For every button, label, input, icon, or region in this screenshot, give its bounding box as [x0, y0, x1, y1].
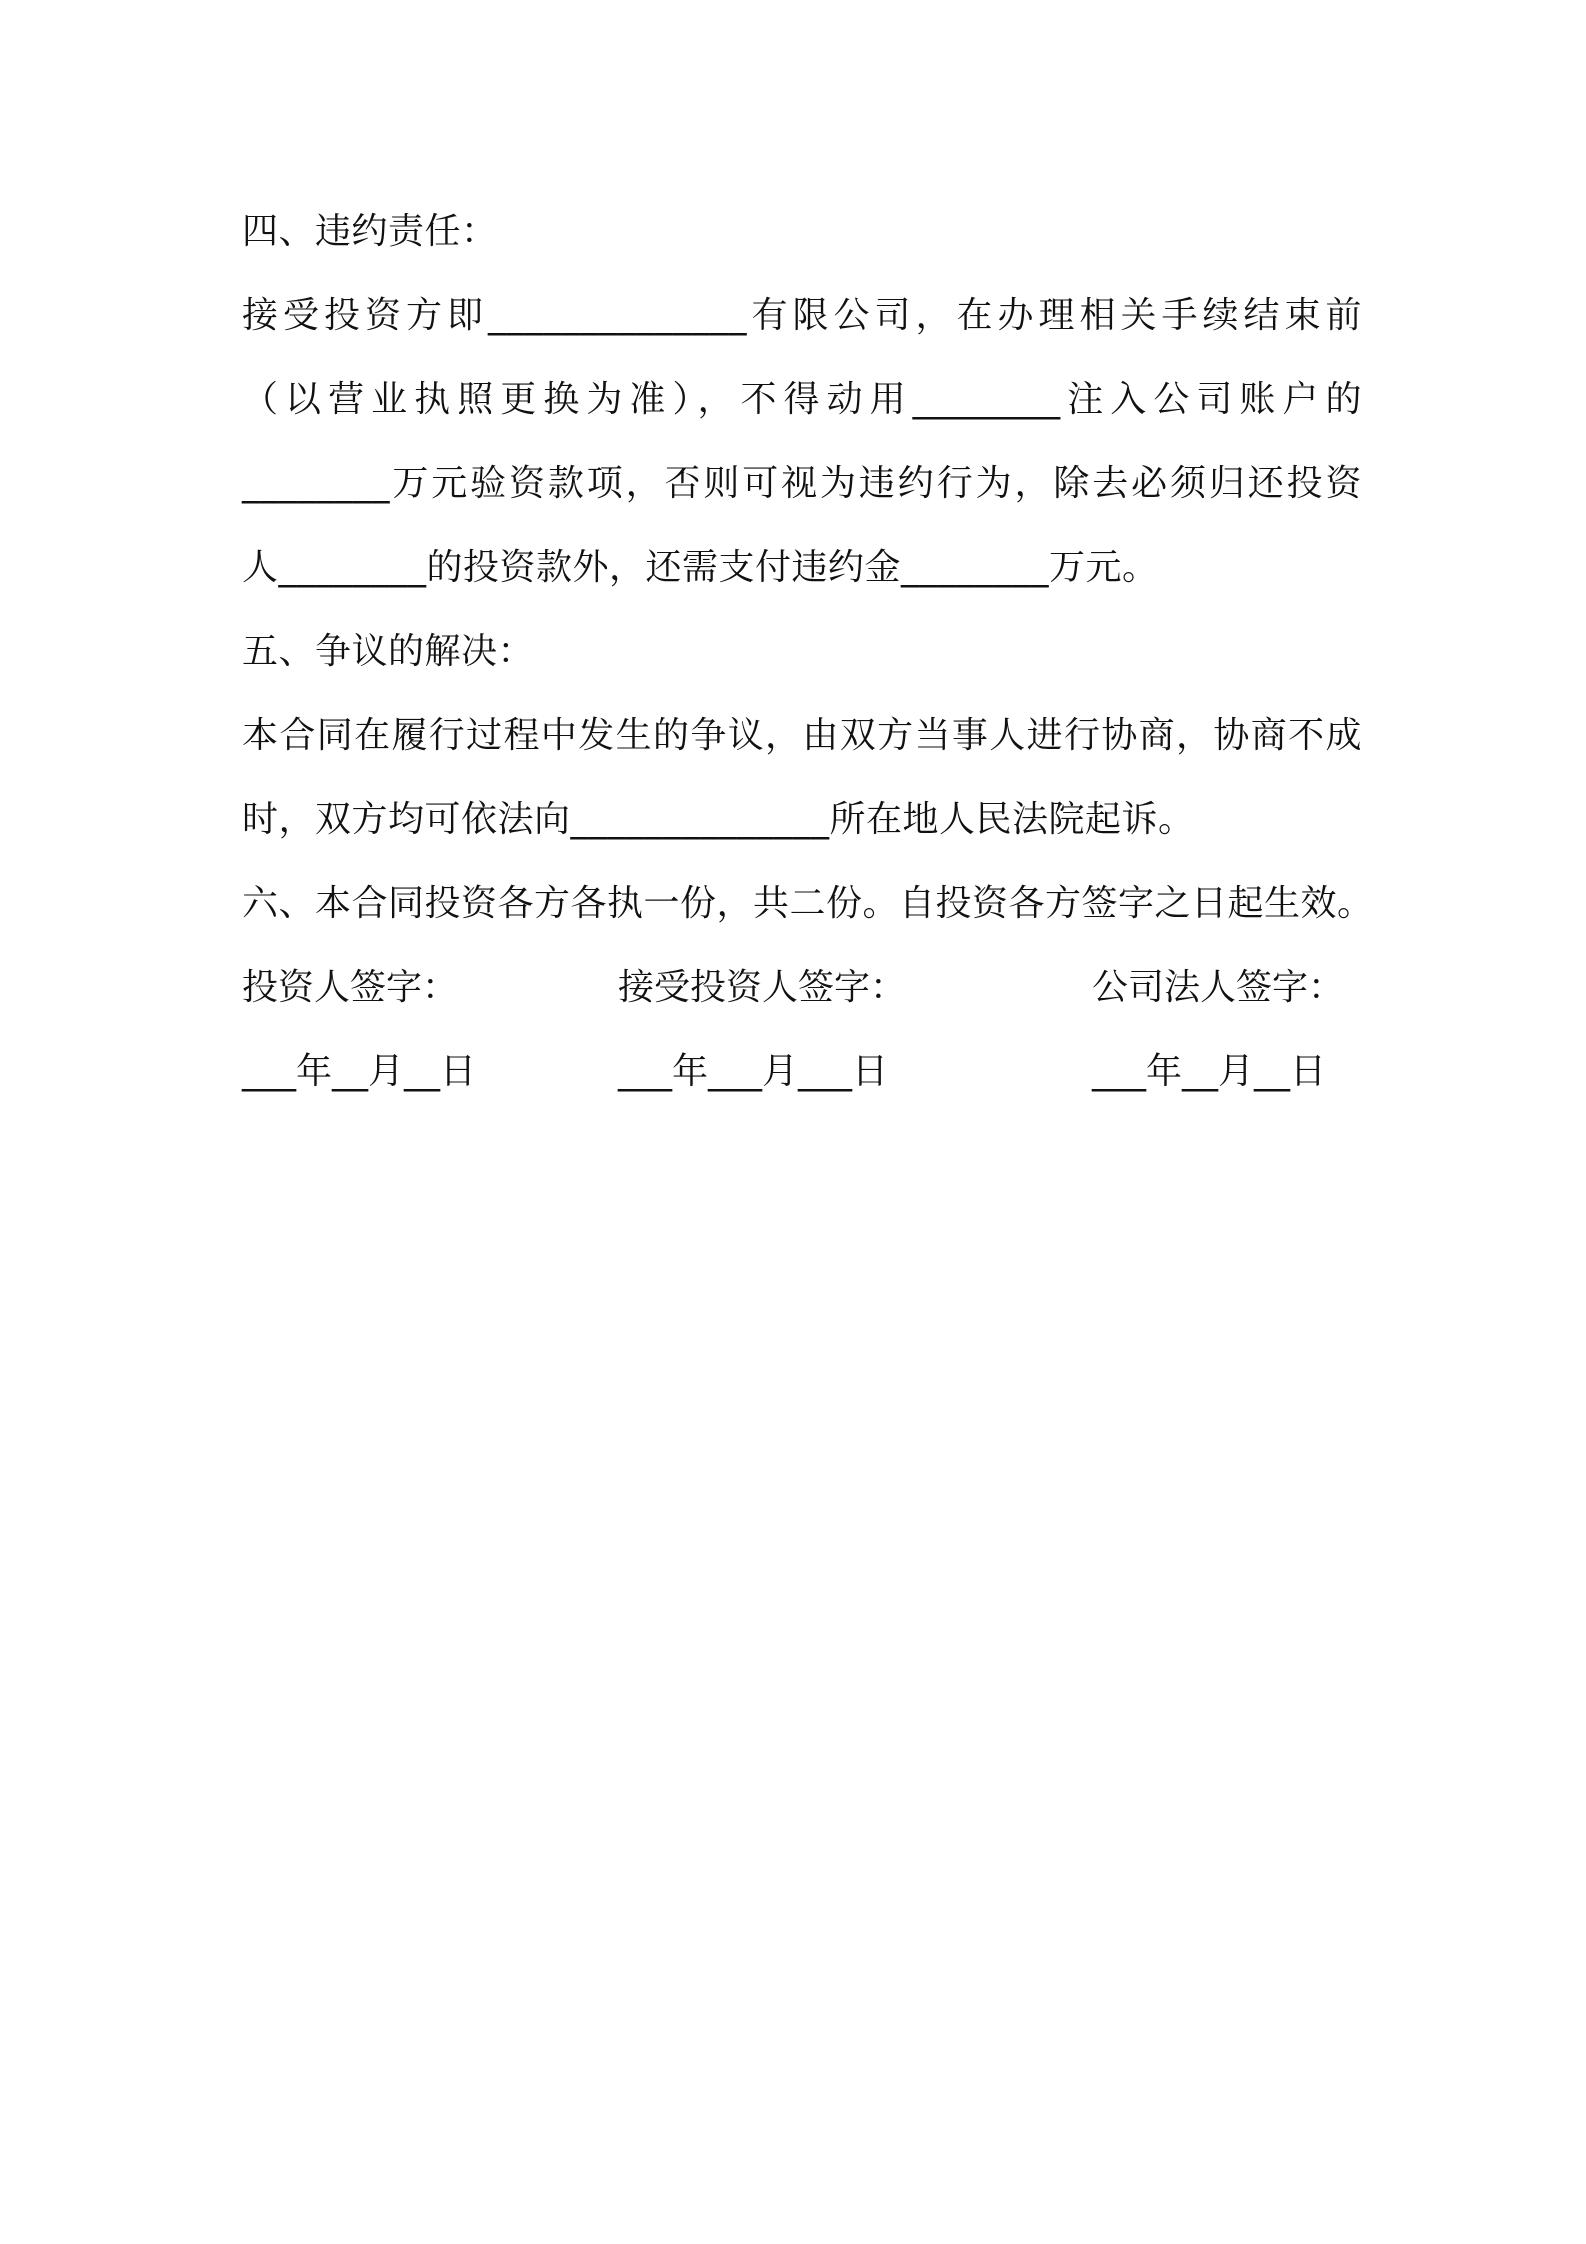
investor-signature-label: 投资人签字：: [242, 967, 459, 1008]
dispute-paragraph-line-2: 时，双方均可依法向______________所在地人民法院起诉。: [242, 799, 1195, 840]
effectiveness-clause: 六、本合同投资各方各执一份，共二份。自投资各方签字之日起生效。: [242, 883, 1374, 924]
investor-signature-date: ___年__月__日: [242, 1051, 477, 1092]
legal-rep-signature-label: 公司法人签字：: [1092, 967, 1345, 1008]
breach-paragraph-line-1: 接受投资方即______________有限公司，在办理相关手续结束前: [242, 295, 1362, 336]
legal-rep-signature-date: ___年__月__日: [1092, 1051, 1327, 1092]
signature-dates-row: [242, 1030, 1362, 1114]
section-heading-dispute: 五、争议的解决：: [242, 631, 535, 672]
breach-paragraph-line-3: ________万元验资款项，否则可视为违约行为，除去必须归还投资: [242, 463, 1362, 504]
breach-paragraph-line-2: （以营业执照更换为准），不得动用________注入公司账户的: [242, 379, 1362, 420]
dispute-paragraph-line-1: 本合同在履行过程中发生的争议，由双方当事人进行协商，协商不成: [242, 715, 1362, 756]
contract-body: [242, 190, 1374, 1114]
recipient-signature-date: ___年___月___日: [618, 1051, 889, 1092]
section-heading-breach: 四、违约责任：: [242, 211, 498, 252]
breach-paragraph-line-4: 人________的投资款外，还需支付违约金________万元。: [242, 547, 1159, 588]
signature-labels-row: [242, 946, 1362, 1030]
recipient-signature-label: 接受投资人签字：: [618, 967, 907, 1008]
